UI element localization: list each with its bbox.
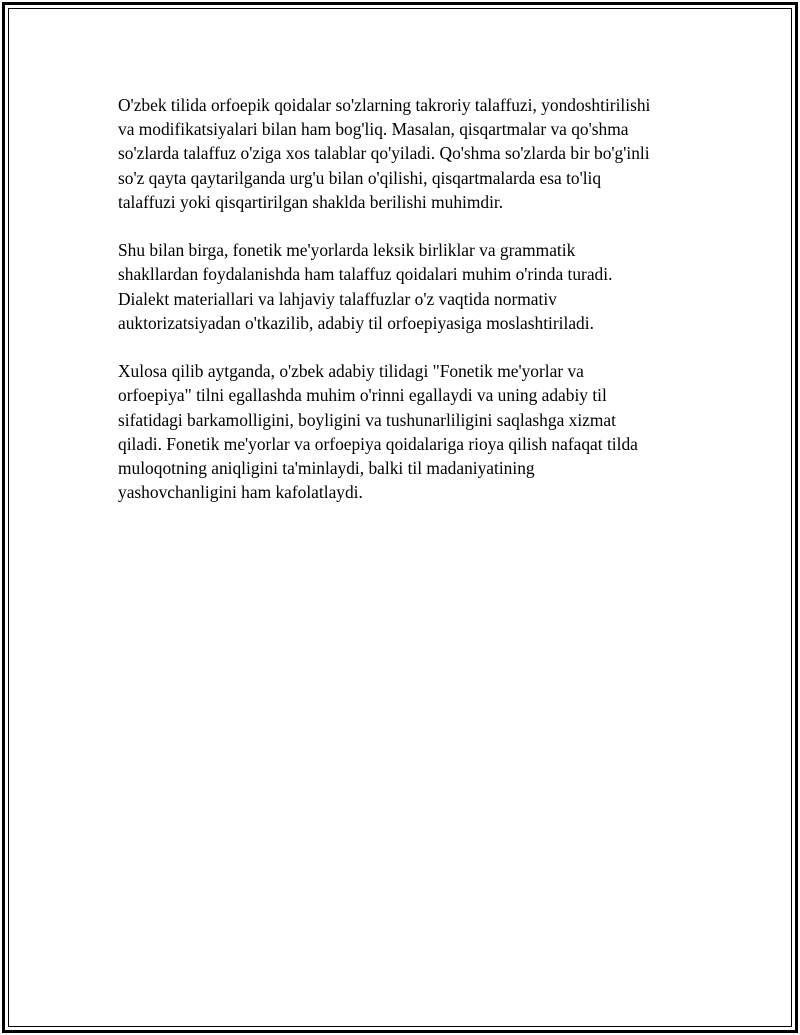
document-page bbox=[2, 2, 798, 1033]
paragraph-2: Shu bilan birga, fonetik me'yorlarda leksik birliklar va grammatik shakllardan foydalanishda ham talaffuz qoidalari muhim o'rinda turadi. Dialekt materiallari va lahjaviy talaffuzlar o'z vaqtida normativ auktorizatsiyadan o'tkazilib, adabiy til orfoepiyasiga moslashtiriladi. bbox=[118, 240, 613, 333]
paragraph-1: O'zbek tilida orfoepik qoidalar so'zlarning takroriy talaffuzi, yondoshtirilishi va modifikatsiyalari bilan ham bog'liq. Masalan, qisqartmalar va qo'shma so'zlarda talaffuz o'ziga xos talablar qo'yiladi. Qo'shma so'zlarda bir bo'g'inli so'z qayta qaytarilganda urg'u bilan o'qilishi, qisqartmalarda esa to'liq talaffuzi yoki qisqartirilgan shaklda berilishi muhimdir. bbox=[118, 95, 651, 212]
paragraph-3: Xulosa qilib aytganda, o'zbek adabiy tilidagi "Fonetik me'yorlar va orfoepiya" tilni egallashda muhim o'rinni egallaydi va uning adabiy til sifatidagi barkamolligini, boyligini va tushunarliligini saqlashga xizmat qiladi. Fonetik me'yorlar va orfoepiya qoidalariga rioya qilish nafaqat tilda muloqotning aniqligini ta'minlaydi, balki til madaniyatining yashovchanligini ham kafolatlaydi. bbox=[118, 361, 638, 503]
document-body bbox=[118, 93, 690, 529]
